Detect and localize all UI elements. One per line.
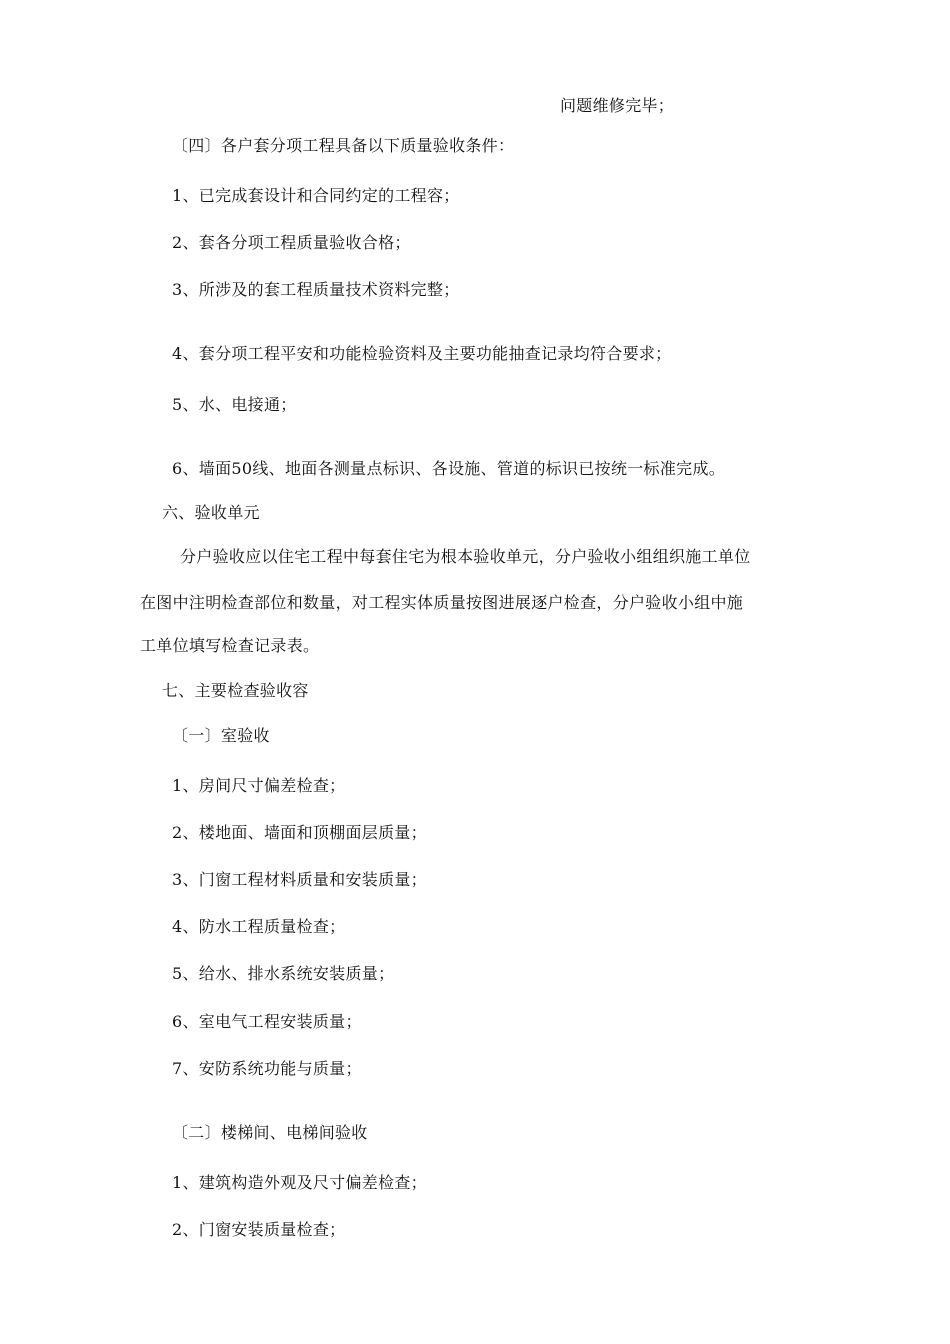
paragraph-line: 在图中注明检查部位和数量，对工程实体质量按图进展逐户检查，分户验收小组中施: [140, 593, 744, 612]
text-line: 问题维修完毕；: [560, 96, 675, 115]
list-item: 2、楼地面、墙面和顶棚面层质量；: [172, 823, 427, 842]
list-item: 4、套分项工程平安和功能检验资料及主要功能抽查记录均符合要求；: [172, 344, 672, 363]
list-item: 1、已完成套设计和合同约定的工程容；: [172, 186, 460, 205]
list-item: 2、套各分项工程质量验收合格；: [172, 233, 411, 252]
section-heading: 〔四〕各户套分项工程具备以下质量验收条件：: [172, 136, 515, 155]
list-item: 2、门窗安装质量检查；: [172, 1220, 346, 1239]
list-item: 3、所涉及的套工程质量技术资料完整；: [172, 280, 460, 299]
list-item: 3、门窗工程材料质量和安装质量；: [172, 870, 427, 889]
section-heading: 七、主要检查验收容: [162, 681, 309, 700]
list-item: 5、给水、排水系统安装质量；: [172, 964, 395, 983]
list-item: 1、房间尺寸偏差检查；: [172, 776, 346, 795]
list-item: 5、水、电接通；: [172, 395, 297, 414]
list-item: 1、建筑构造外观及尺寸偏差检查；: [172, 1173, 427, 1192]
list-item: 6、墙面50线、地面各测量点标识、各设施、管道的标识已按统一标准完成。: [172, 459, 726, 478]
list-item: 6、室电气工程安装质量；: [172, 1012, 362, 1031]
section-heading: 六、验收单元: [162, 503, 260, 522]
list-item: 4、防水工程质量检查；: [172, 917, 346, 936]
paragraph-line: 工单位填写检查记录表。: [140, 636, 320, 655]
paragraph-line: 分户验收应以住宅工程中每套住宅为根本验收单元，分户验收小组组织施工单位: [180, 547, 751, 566]
subsection-heading: 〔二〕楼梯间、电梯间验收: [172, 1123, 368, 1142]
subsection-heading: 〔一〕室验收: [172, 726, 270, 745]
list-item: 7、安防系统功能与质量；: [172, 1059, 362, 1078]
